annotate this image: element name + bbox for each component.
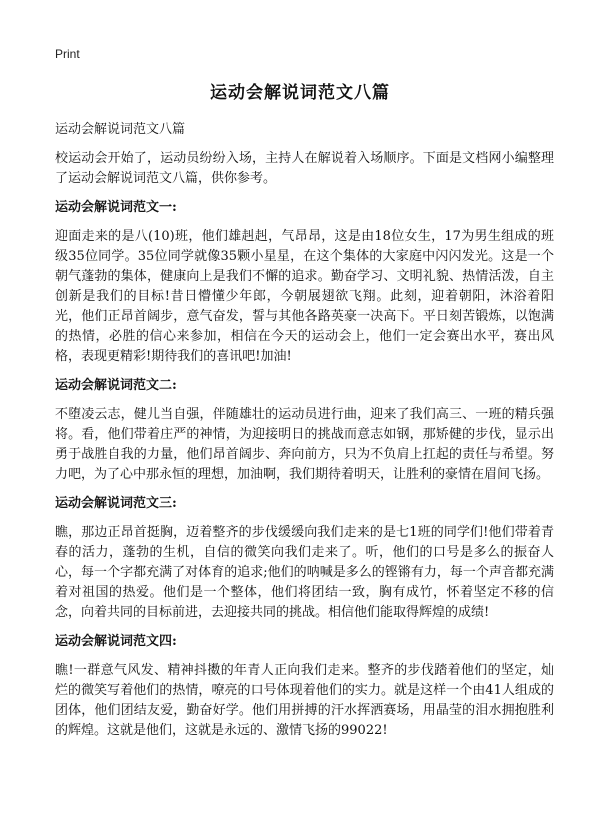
section-body-1: 迎面走来的是八(10)班，他们雄赳赳，气昂昂，这是由18位女生，17为男生组成的班级35位同学。35位同学就像35颗小星星，在这个集体的大家庭中闪闪发光。这是一个朝气蓬勃的集体，健康向上是我们不懈的追求。勤奋学习、文明礼貌、热情活泼，自主创新是我们的目标!昔日懵懂少年郎，今朝展翅欲飞翔。此刻，迎着朝阳，沐浴着阳光，他们正昂首阔步，意气奋发，誓与其他各路英豪一决高下。平日刻苦锻炼，以饱满的热情，必胜的信心来参加，相信在今天的运动会上，他们一定会赛出水平，赛出风格，表现更精彩!期待我们的喜讯吧!加油!	[55, 229, 554, 364]
section-body-2: 不堕凌云志，健儿当自强，伴随雄壮的运动员进行曲，迎来了我们高三、一班的精兵强将。看，他们带着庄严的神情，为迎接明日的挑战而意志如钢，那矫健的步伐，显示出勇于战胜自我的力量，他们昂首阔步、奔向前方，只为不负肩上扛起的责任与希望。努力吧，为了心中那永恒的理想，加油啊，我们期待着明天，让胜利的豪情在眉间飞扬。	[55, 407, 554, 482]
document-subtitle: 运动会解说词范文八篇	[55, 122, 186, 137]
section-heading-3: 运动会解说词范文三:	[55, 496, 177, 511]
section-body-3: 瞧，那边正昂首挺胸，迈着整齐的步伐缓缓向我们走来的是七1班的同学们!他们带着青春的活力，蓬勃的生机，自信的微笑向我们走来了。听，他们的口号是多么的振奋人心，每一个字都充满了对体育的追求;他们的呐喊是多么的铿锵有力，每一个声音都充满着对祖国的热爱。他们是一个整体，他们将团结一致，胸有成竹，怀着坚定不移的信念，向着共同的目标前进，去迎接共同的挑战。相信他们能取得辉煌的成绩!	[55, 525, 554, 620]
print-link[interactable]: Print	[55, 47, 80, 61]
section-body-4: 瞧!一群意气风发、精神抖擞的年青人正向我们走来。整齐的步伐踏着他们的坚定，灿烂的微笑写着他们的热情，嘹亮的口号体现着他们的实力。就是这样一个由41人组成的团体，他们团结友爱，勤奋好学。他们用拼搏的汗水挥洒赛场，用晶莹的泪水拥抱胜利的辉煌。这就是他们，这就是永远的、激情飞扬的99022!	[55, 663, 554, 738]
section-heading-2: 运动会解说词范文二:	[55, 378, 177, 393]
section-heading-4: 运动会解说词范文四:	[55, 634, 177, 649]
document-title: 运动会解说词范文八篇	[210, 83, 390, 103]
intro-paragraph: 校运动会开始了，运动员纷纷入场，主持人在解说着入场顺序。下面是文档网小编整理了运动会解说词范文八篇，供你参考。	[55, 151, 554, 186]
section-heading-1: 运动会解说词范文一:	[55, 200, 177, 215]
document-content	[55, 120, 554, 750]
